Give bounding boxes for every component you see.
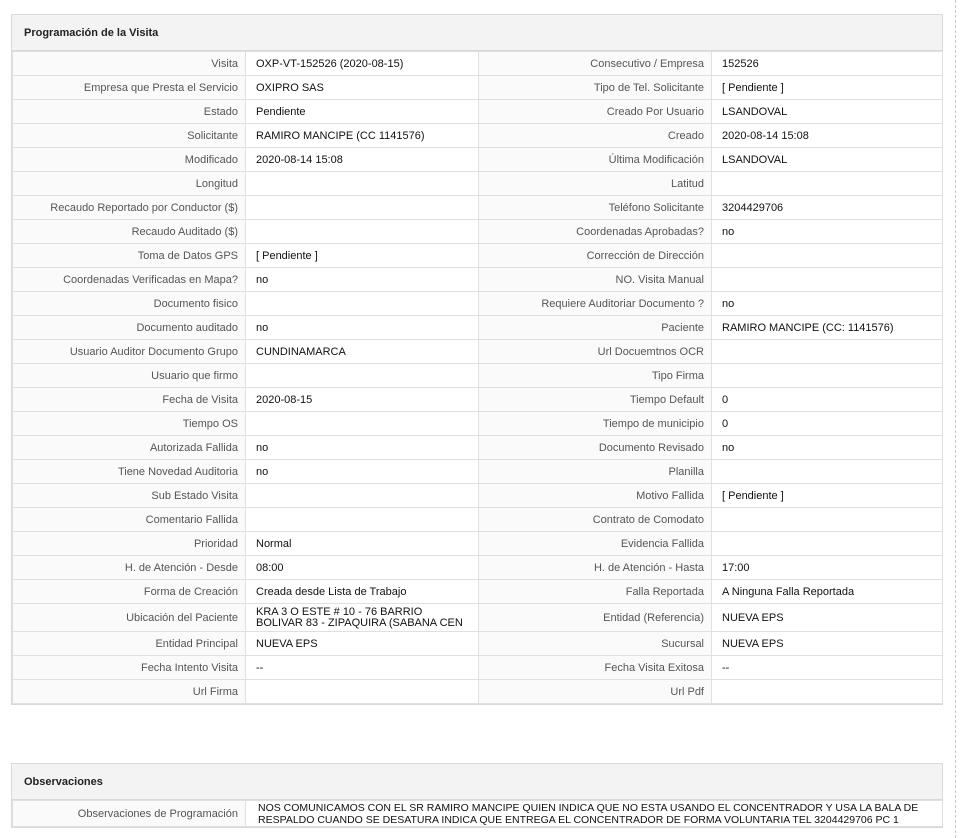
field-label: Comentario Fallida xyxy=(13,508,246,532)
field-label: H. de Atención - Desde xyxy=(13,556,246,580)
table-row xyxy=(13,508,943,532)
field-value: OXP-VT-152526 (2020-08-15) xyxy=(246,52,479,76)
table-row xyxy=(13,316,943,340)
table-row xyxy=(13,801,943,827)
field-value xyxy=(712,508,943,532)
field-value: 3204429706 xyxy=(712,196,943,220)
table-row xyxy=(13,52,943,76)
field-value: RAMIRO MANCIPE (CC 1141576) xyxy=(246,124,479,148)
field-label: Url Firma xyxy=(13,680,246,704)
field-label: Empresa que Presta el Servicio xyxy=(13,76,246,100)
field-label: Consecutivo / Empresa xyxy=(479,52,712,76)
field-label: Contrato de Comodato xyxy=(479,508,712,532)
table-row xyxy=(13,556,943,580)
field-value xyxy=(246,172,479,196)
field-label: NO. Visita Manual xyxy=(479,268,712,292)
field-label: Sucursal xyxy=(479,632,712,656)
observaciones-value: NOS COMUNICAMOS CON EL SR RAMIRO MANCIPE QUIEN INDICA QUE NO ESTA USANDO EL CONCENTRADOR Y USA LA BALA DE RESPALDO CUANDO SE DESATURA INDICA QUE ENTREGA EL CONCENTRADOR DE FORMA VOLUNTARIA TEL 3204429706 PC 1 xyxy=(246,801,943,827)
field-value: 17:00 xyxy=(712,556,943,580)
field-value xyxy=(712,340,943,364)
field-value: no xyxy=(712,292,943,316)
field-label: Sub Estado Visita xyxy=(13,484,246,508)
field-label: Motivo Fallida xyxy=(479,484,712,508)
field-value xyxy=(246,292,479,316)
field-value xyxy=(712,460,943,484)
field-value: Normal xyxy=(246,532,479,556)
field-value: OXIPRO SAS xyxy=(246,76,479,100)
field-value: no xyxy=(712,220,943,244)
field-label: Autorizada Fallida xyxy=(13,436,246,460)
field-value: LSANDOVAL xyxy=(712,148,943,172)
field-value: CUNDINAMARCA xyxy=(246,340,479,364)
table-row xyxy=(13,436,943,460)
field-value xyxy=(246,508,479,532)
field-value xyxy=(712,680,943,704)
field-label: Coordenadas Verificadas en Mapa? xyxy=(13,268,246,292)
field-value: [ Pendiente ] xyxy=(712,76,943,100)
field-value: 2020-08-14 15:08 xyxy=(712,124,943,148)
field-value xyxy=(712,532,943,556)
field-label: Coordenadas Aprobadas? xyxy=(479,220,712,244)
table-row xyxy=(13,460,943,484)
table-row xyxy=(13,656,943,680)
field-label: Forma de Creación xyxy=(13,580,246,604)
table-row xyxy=(13,388,943,412)
table-row xyxy=(13,364,943,388)
field-label: Corrección de Dirección xyxy=(479,244,712,268)
field-value: no xyxy=(246,436,479,460)
field-value xyxy=(246,412,479,436)
field-label: Tiempo de municipio xyxy=(479,412,712,436)
field-label: Url Pdf xyxy=(479,680,712,704)
table-row xyxy=(13,604,943,632)
field-label: Falla Reportada xyxy=(479,580,712,604)
field-label: Estado xyxy=(13,100,246,124)
programacion-panel xyxy=(11,14,943,705)
field-value: no xyxy=(712,436,943,460)
observaciones-title: Observaciones xyxy=(12,764,942,800)
field-label: Documento Revisado xyxy=(479,436,712,460)
field-label: Recaudo Reportado por Conductor ($) xyxy=(13,196,246,220)
field-value: [ Pendiente ] xyxy=(712,484,943,508)
field-value: no xyxy=(246,316,479,340)
field-value: Pendiente xyxy=(246,100,479,124)
field-label: H. de Atención - Hasta xyxy=(479,556,712,580)
field-label: Creado xyxy=(479,124,712,148)
field-value: 2020-08-14 15:08 xyxy=(246,148,479,172)
programacion-title: Programación de la Visita xyxy=(12,15,942,51)
field-label: Evidencia Fallida xyxy=(479,532,712,556)
field-value: no xyxy=(246,268,479,292)
table-row xyxy=(13,412,943,436)
programacion-table xyxy=(12,51,943,704)
table-row xyxy=(13,76,943,100)
field-label: Fecha Intento Visita xyxy=(13,656,246,680)
field-label: Planilla xyxy=(479,460,712,484)
field-label: Tiene Novedad Auditoria xyxy=(13,460,246,484)
field-value xyxy=(712,172,943,196)
field-label: Teléfono Solicitante xyxy=(479,196,712,220)
field-label: Ubicación del Paciente xyxy=(13,604,246,632)
field-value: RAMIRO MANCIPE (CC: 1141576) xyxy=(712,316,943,340)
page-edge-divider xyxy=(955,0,956,838)
field-label: Tiempo OS xyxy=(13,412,246,436)
field-label: Solicitante xyxy=(13,124,246,148)
table-row xyxy=(13,172,943,196)
table-row xyxy=(13,292,943,316)
field-label: Toma de Datos GPS xyxy=(13,244,246,268)
field-label: Url Docuemtnos OCR xyxy=(479,340,712,364)
field-label: Fecha de Visita xyxy=(13,388,246,412)
table-row xyxy=(13,244,943,268)
field-value xyxy=(246,484,479,508)
field-value: KRA 3 O ESTE # 10 - 76 BARRIO BOLIVAR 83 - ZIPAQUIRA (SABANA CEN xyxy=(246,604,479,632)
field-label: Tiempo Default xyxy=(479,388,712,412)
field-label: Prioridad xyxy=(13,532,246,556)
field-value: NUEVA EPS xyxy=(712,604,943,632)
table-row xyxy=(13,580,943,604)
field-value: Creada desde Lista de Trabajo xyxy=(246,580,479,604)
table-row xyxy=(13,532,943,556)
table-row xyxy=(13,632,943,656)
field-value: 08:00 xyxy=(246,556,479,580)
field-value: -- xyxy=(246,656,479,680)
table-row xyxy=(13,148,943,172)
table-row xyxy=(13,124,943,148)
table-row xyxy=(13,680,943,704)
field-label: Requiere Auditoriar Documento ? xyxy=(479,292,712,316)
field-label: Usuario que firmo xyxy=(13,364,246,388)
field-value: 2020-08-15 xyxy=(246,388,479,412)
observaciones-panel xyxy=(11,763,943,828)
observaciones-label: Observaciones de Programación xyxy=(13,801,246,827)
field-value: -- xyxy=(712,656,943,680)
field-label: Tipo Firma xyxy=(479,364,712,388)
field-label: Visita xyxy=(13,52,246,76)
field-value xyxy=(246,196,479,220)
field-label: Paciente xyxy=(479,316,712,340)
field-value xyxy=(246,220,479,244)
table-row xyxy=(13,340,943,364)
field-label: Longitud xyxy=(13,172,246,196)
table-row xyxy=(13,484,943,508)
field-label: Documento fisico xyxy=(13,292,246,316)
field-label: Fecha Visita Exitosa xyxy=(479,656,712,680)
table-row xyxy=(13,100,943,124)
field-value: A Ninguna Falla Reportada xyxy=(712,580,943,604)
field-value: 0 xyxy=(712,412,943,436)
field-label: Documento auditado xyxy=(13,316,246,340)
field-value: 0 xyxy=(712,388,943,412)
table-row xyxy=(13,220,943,244)
field-value xyxy=(712,364,943,388)
field-value xyxy=(712,268,943,292)
field-value xyxy=(246,680,479,704)
field-label: Usuario Auditor Documento Grupo xyxy=(13,340,246,364)
field-label: Entidad Principal xyxy=(13,632,246,656)
field-label: Tipo de Tel. Solicitante xyxy=(479,76,712,100)
field-value: [ Pendiente ] xyxy=(246,244,479,268)
table-row xyxy=(13,268,943,292)
observaciones-table xyxy=(12,800,943,827)
field-label: Creado Por Usuario xyxy=(479,100,712,124)
field-value: 152526 xyxy=(712,52,943,76)
field-label: Modificado xyxy=(13,148,246,172)
field-value: no xyxy=(246,460,479,484)
field-value xyxy=(246,364,479,388)
field-label: Entidad (Referencia) xyxy=(479,604,712,632)
field-value: LSANDOVAL xyxy=(712,100,943,124)
field-value xyxy=(712,244,943,268)
field-label: Latitud xyxy=(479,172,712,196)
field-label: Última Modificación xyxy=(479,148,712,172)
field-label: Recaudo Auditado ($) xyxy=(13,220,246,244)
table-row xyxy=(13,196,943,220)
field-value: NUEVA EPS xyxy=(712,632,943,656)
field-value: NUEVA EPS xyxy=(246,632,479,656)
